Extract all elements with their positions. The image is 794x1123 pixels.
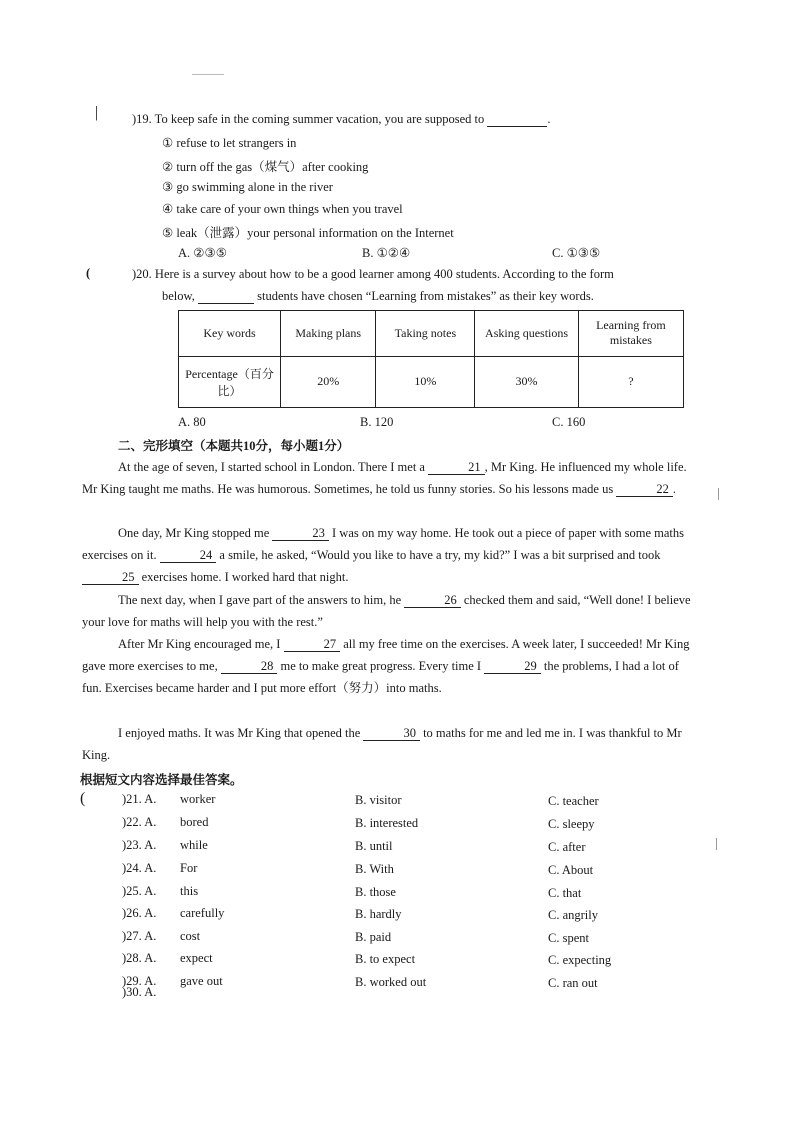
choice-num: )27. A. [122,929,157,943]
blank-28: 28 [221,660,278,674]
table-cell: Making plans [281,311,376,357]
blank-24: 24 [160,549,217,563]
q20-paren: ( [86,266,91,280]
blank-25: 25 [82,571,139,585]
choice-a: carefully [180,906,225,920]
choice-a: For [180,861,198,875]
q19-item-5: ⑤ leak（泄露）your personal information on the Internet [162,226,454,240]
choice-num: )23. A. [122,838,157,852]
choice-b: B. until [355,839,393,853]
choice-c: C. spent [548,931,589,945]
table-cell: Taking notes [376,311,475,357]
cut-off-row [120,985,240,1001]
table-cell: Key words [179,311,281,357]
choice-b: B. visitor [355,793,402,807]
choice-b: B. those [355,885,396,899]
blank-29: 29 [484,660,541,674]
table-row [179,356,684,407]
q20-option-b: B. 120 [360,415,394,429]
choice-c: C. angrily [548,908,598,922]
q19-option-a: A. ②③⑤ [178,246,227,260]
blank-26: 26 [404,594,461,608]
instruction: 根据短文内容选择最佳答案。 [80,773,243,787]
choice-c: C. ran out [548,976,598,990]
table-cell: 30% [475,356,578,407]
table-cell: Percentage（百分比） [179,356,281,407]
q20-option-a: A. 80 [178,415,206,429]
table-cell: Asking questions [475,311,578,357]
paragraph-4: After Mr King encouraged me, I 27 all my free time on the exercises. A week later, I succeeded! Mr King gave more exercises to me, 28 me to make great progress. Every time I 29 the problems, I had a lot of fun. Exercises became harder and I put more effort（努力）into maths. [82,637,690,695]
choice-b: B. to expect [355,952,416,966]
paragraph-5: I enjoyed maths. It was Mr King that opened the 30 to maths for me and led me in. I was thankful to Mr King. [82,726,682,762]
choice-num: )29. A. [122,974,157,988]
q19-item-4: ④ take care of your own things when you travel [162,202,403,216]
paragraph-1: At the age of seven, I started school in London. There I met a 21 , Mr King. He influenced my whole life. Mr King taught me maths. He was humorous. Sometimes, he told us funny stories. So his lessons made us 22 . [82,460,687,496]
scan-mark [716,838,717,850]
choice-a: bored [180,815,209,829]
survey-table [178,310,684,408]
choice-num: )28. A. [122,951,157,965]
blank-27: 27 [284,638,341,652]
choice-b: B. paid [355,930,392,944]
choice-a: while [180,838,208,852]
table-cell: 10% [376,356,475,407]
choice-b: B. With [355,862,394,876]
q20-line1: )20. Here is a survey about how to be a good learner among 400 students. According to the form [132,267,614,281]
q19-blank [487,113,547,127]
margin-mark: ( [80,790,86,807]
section-heading: 二、完形填空（本题共10分，每小题1分） [118,439,350,453]
paragraph-3: The next day, when I gave part of the answers to him, he 26 checked them and said, “Well done! I believe your love for maths will help you with the rest.” [82,593,691,629]
choice-num: )30. A. [122,985,157,999]
scan-mark [718,488,719,500]
choice-num: )24. A. [122,861,157,875]
q20-option-c: C. 160 [552,415,586,429]
choice-b: B. worked out [355,975,427,989]
choice-a: this [180,884,199,898]
q19-item-2: ② turn off the gas（煤气）after cooking [162,160,369,174]
choice-a: worker [180,792,216,806]
table-cell: Learning from mistakes [578,311,683,357]
table-cell: 20% [281,356,376,407]
q19-option-b: B. ①②④ [362,246,411,260]
choice-num: )21. A. [122,792,157,806]
table-cell: ? [578,356,683,407]
q19-item-1: ① refuse to let strangers in [162,136,297,150]
choice-num: )22. A. [122,815,157,829]
q20-blank [198,290,254,304]
choice-a: expect [180,951,213,965]
q19-option-c: C. ①③⑤ [552,246,601,260]
table-header-row [179,311,684,357]
choice-b: B. hardly [355,907,402,921]
margin-mark: | [95,104,99,121]
scan-mark [192,74,224,75]
choice-c: C. expecting [548,953,612,967]
q19-stem: )19. To keep safe in the coming summer vacation, you are supposed to . [132,112,551,126]
choice-num: )26. A. [122,906,157,920]
choice-c: C. sleepy [548,817,595,831]
choice-c: C. teacher [548,794,599,808]
choice-a: cost [180,929,201,943]
choice-num: )25. A. [122,884,157,898]
blank-22: 22 [616,483,673,497]
q20-line2: below, students have chosen “Learning from mistakes” as their key words. [162,289,594,303]
choice-c: C. that [548,886,582,900]
choice-c: C. About [548,863,594,877]
paragraph-2: One day, Mr King stopped me 23 I was on my way home. He took out a piece of paper with some maths exercises on it. 24 a smile, he asked, “Would you like to have a try, my kid?” I was a bit surprised and took 25 exercises home. I worked hard that night. [82,526,684,584]
q19-item-3: ③ go swimming alone in the river [162,180,333,194]
blank-21: 21 [428,461,485,475]
choice-a: gave out [180,974,223,988]
choice-b: B. interested [355,816,419,830]
choice-c: C. after [548,840,586,854]
blank-30: 30 [363,727,420,741]
blank-23: 23 [272,527,329,541]
